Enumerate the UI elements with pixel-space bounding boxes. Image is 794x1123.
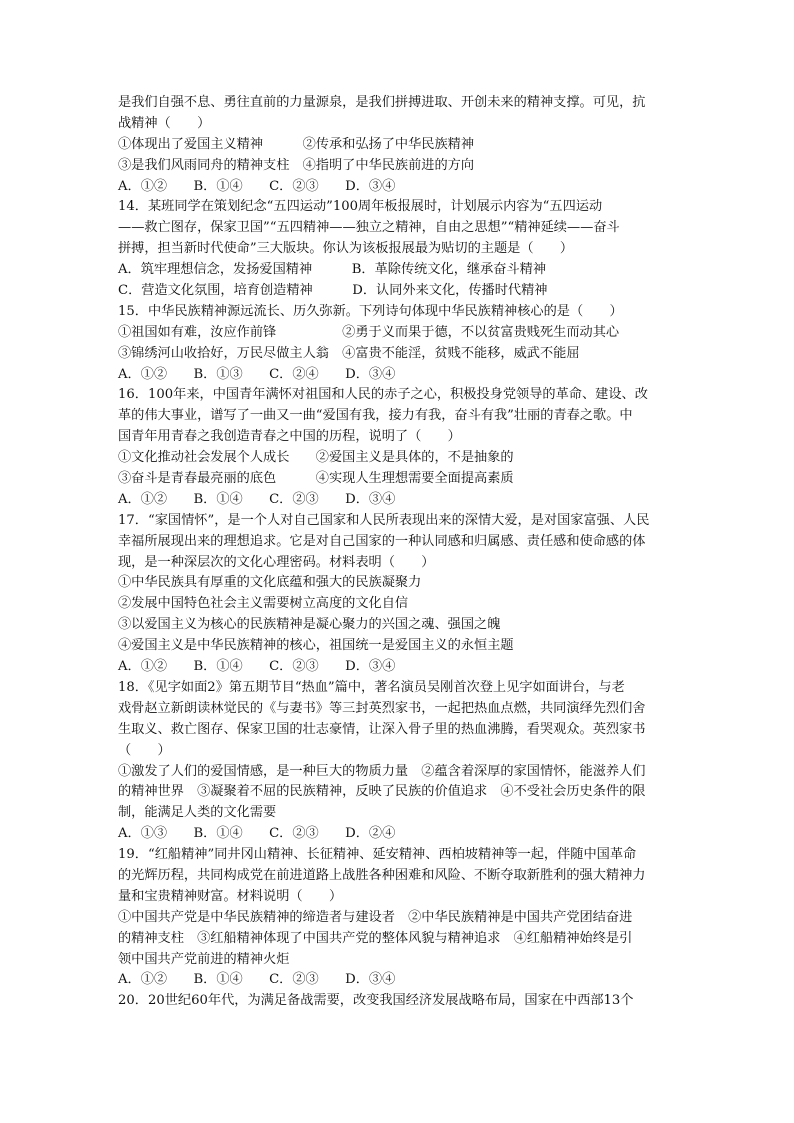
text-line: 14．某班同学在策划纪念“五四运动”100周年板报展时，计划展示内容为“五四运动: [118, 199, 603, 215]
text-line: 是我们自强不息、勇往直前的力量源泉，是我们拼搏进取、开创未来的精神支撑。可见，抗: [118, 95, 646, 110]
text-line: 拼搏，担当新时代使命”三大版块。你认为该板报展最为贴切的主题是（ ）: [118, 241, 574, 257]
text-line: ①中国共产党是中华民族精神的缔造者与建设者 ②中华民族精神是中国共产党团结奋进: [118, 909, 633, 925]
text-line: ③奋斗是青春最亮丽的底色 ④实现人生理想需要全面提高素质: [118, 471, 514, 487]
text-line: ①激发了人们的爱国情感，是一种巨大的物质力量 ②蕴含着深厚的家国情怀，能滋养人们: [118, 763, 646, 779]
text-line: ③以爱国主义为核心的民族精神是凝心聚力的兴国之魂、强国之魄: [118, 617, 501, 633]
text-line: 16．100年来，中国青年满怀对祖国和人民的赤子之心，积极投身党领导的革命、建设、改: [118, 387, 648, 403]
text-line: 戏骨赵立新朗读林觉民的《与妻书》等三封英烈家书，一起把热血点燃，共同演绎先烈们舍: [118, 700, 646, 716]
text-line: 战精神（ ）: [118, 115, 211, 131]
text-line: A．①② B．①④ C．②③ D．③④: [118, 491, 396, 507]
text-line: ③是我们风雨同舟的精神支柱 ④指明了中华民族前进的方向: [118, 157, 475, 173]
text-line: 的精神支柱 ③红船精神体现了中国共产党的整体风貌与精神追求 ④红船精神始终是引: [118, 930, 633, 946]
text-line: 15．中华民族精神源远流长、历久弥新。下列诗句体现中华民族精神核心的是（ ）: [118, 303, 623, 319]
text-line: 量和宝贵精神财富。材料说明（ ）: [118, 888, 343, 904]
text-line: ②发展中国特色社会主义需要树立高度的文化自信: [118, 596, 409, 612]
text-line: 的精神世界 ③凝聚着不屈的民族精神，反映了民族的价值追求 ④不受社会历史条件的限: [118, 784, 646, 800]
text-line: 幸福所展现出来的理想追求。它是对自己国家的一种认同感和归属感、责任感和使命感的体: [118, 533, 646, 549]
text-line: 领中国共产党前进的精神火炬: [118, 951, 290, 967]
text-line: ——救亡图存，保家卫国”“五四精神——独立之精神，自由之思想”“精神延续——奋斗: [118, 220, 620, 236]
text-line: 17．“家国情怀”，是一个人对自己国家和人民所表现出来的深情大爱，是对国家富强、人民: [118, 512, 650, 528]
text-line: A．①② B．①③ C．②④ D．③④: [118, 366, 396, 382]
text-line: 20．20世纪60年代，为满足备战需要，改变我国经济发展战略布局，国家在中西部13个: [118, 993, 634, 1009]
text-line: A．①② B．①④ C．②③ D．③④: [118, 972, 396, 988]
text-line: 18．《见字如面2》第五期节目“热血”篇中，著名演员吴刚首次登上见字如面讲台，与老: [118, 679, 625, 695]
text-line: 19．“红船精神”同井冈山精神、长征精神、延安精神、西柏坡精神等一起，伴随中国革命: [118, 847, 637, 863]
text-line: 革的伟大事业，谱写了一曲又一曲“爱国有我，接力有我，奋斗有我”壮丽的青春之歌。中: [118, 408, 633, 424]
text-line: ①体现出了爱国主义精神 ②传承和弘扬了中华民族精神: [118, 136, 475, 152]
text-line: A．①③ B．①④ C．②③ D．②④: [118, 826, 396, 842]
exam-page: [118, 93, 680, 1012]
text-line: ③锦绣河山收拾好，万民尽做主人翁 ④富贵不能淫，贫贱不能移，威武不能屈: [118, 345, 580, 361]
text-line: 现，是一种深层次的文化心理密码。材料表明（ ）: [118, 554, 435, 570]
text-line: 生取义、救亡图存、保家卫国的壮志豪情，让深入骨子里的热血沸腾，看哭观众。英烈家书: [118, 721, 646, 737]
text-line: （ ）: [118, 742, 171, 758]
text-line: C．营造文化氛围，培育创造精神 D．认同外来文化，传播时代精神: [118, 283, 548, 299]
text-line: ④爱国主义是中华民族精神的核心，祖国统一是爱国主义的永恒主题: [118, 638, 514, 654]
text-line: ①文化推动社会发展个人成长 ②爱国主义是具体的，不是抽象的: [118, 450, 514, 466]
text-line: 制，能满足人类的文化需要: [118, 805, 277, 821]
text-line: A．①② B．①④ C．②③ D．③④: [118, 659, 396, 675]
text-line: 的光辉历程，共同构成党在前进道路上战胜各种困难和风险、不断夺取新胜利的强大精神力: [118, 867, 646, 883]
text-line: A．筑牢理想信念，发扬爱国精神 B．革除传统文化，继承奋斗精神: [118, 262, 547, 278]
text-line: ①祖国如有难，汝应作前锋 ②勇于义而果于德，不以贫富贵贱死生而动其心: [118, 324, 620, 340]
text-line: 国青年用青春之我创造青春之中国的历程，说明了（ ）: [118, 429, 461, 445]
text-line: A．①② B．①④ C．②③ D．③④: [118, 178, 396, 194]
text-line: ①中华民族具有厚重的文化底蕴和强大的民族凝聚力: [118, 575, 422, 591]
